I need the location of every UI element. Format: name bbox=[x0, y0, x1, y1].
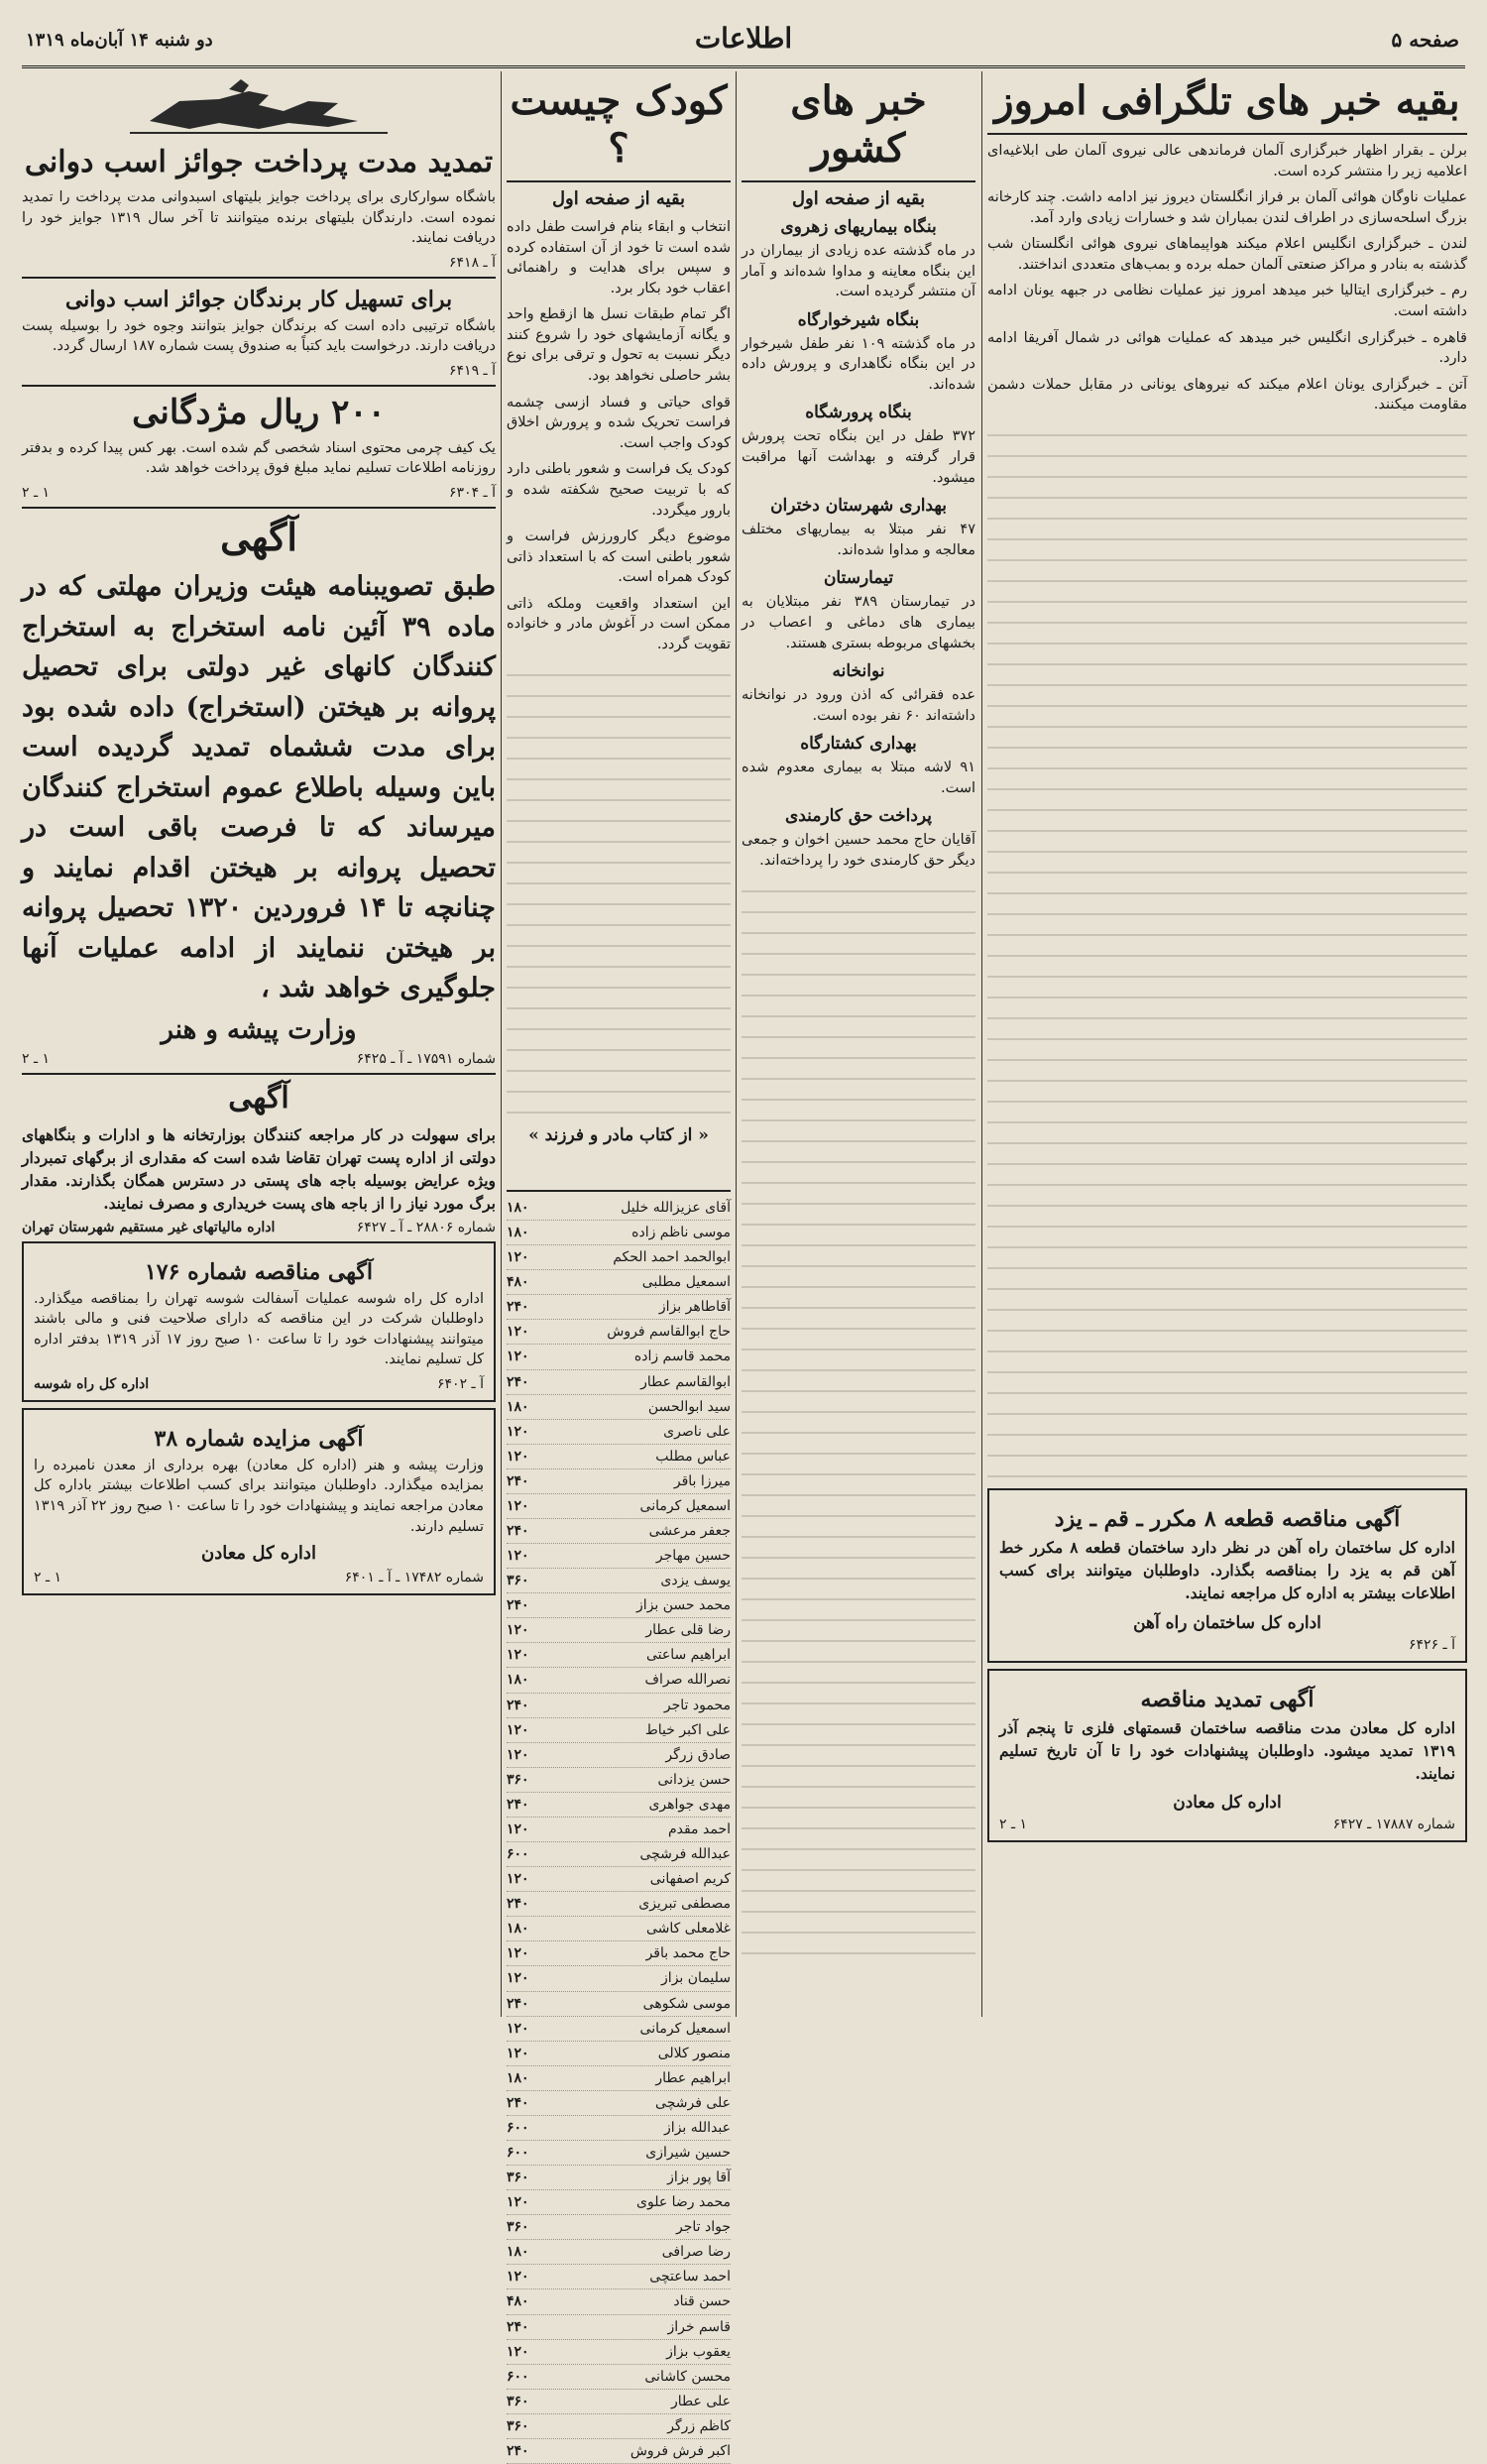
list-item-name: صادق زرگر bbox=[665, 1746, 731, 1763]
list-item bbox=[507, 1345, 731, 1369]
list-item-amount: ۴۸۰ bbox=[507, 2293, 529, 2310]
section-divider bbox=[22, 1073, 496, 1075]
list-item bbox=[507, 1643, 731, 1668]
continued-from-front: بقیه از صفحه اول bbox=[791, 188, 926, 209]
news-paragraph: آتن ـ خبرگزاری یونان اعلام میکند که نیروهای یونانی در مقابل حملات دشمن مقاومت میکنند. bbox=[987, 376, 1467, 413]
tender-176-ad bbox=[22, 1241, 496, 1402]
horse-race-illustration bbox=[110, 71, 407, 141]
stamp-paper-ad-body: برای سهولت در کار مراجعه کنندگان بوزارتخانه ها و ادارات و بنگاههای دولتی از اداره پست تهران تقاضا شده است که مقداری از برگهای تمبردار ویژه عرایض بوسیله باجه های پستی در دسترس همگان بگذارند. مقدار برگ مورد نیاز را از باجه های پست خریداری و مصرف نمایند. bbox=[22, 1124, 496, 1214]
list-item bbox=[507, 1519, 731, 1544]
list-item-amount: ۶۰۰ bbox=[507, 1846, 529, 1863]
list-item bbox=[507, 2066, 731, 2091]
issue-date: دو شنبه ۱۴ آبان‌ماه ۱۳۱۹ bbox=[26, 30, 213, 51]
list-item-name: ابوالحمد احمد الحکم bbox=[613, 1249, 731, 1266]
list-item bbox=[507, 1917, 731, 1941]
winners-facilitation-heading: برای تسهیل کار برندگان جوائز اسب دوانی bbox=[64, 286, 453, 312]
section-text: ۹۱ لاشه مبتلا به بیماری معدوم شده است. bbox=[742, 760, 975, 796]
stamp-paper-ad-ref: شماره ۲۸۸۰۶ ـ آ ـ ۶۴۲۷ bbox=[356, 1219, 496, 1235]
list-item-name: سلیمان بزاز bbox=[661, 1970, 731, 1987]
ads-column bbox=[22, 71, 496, 2021]
list-item-name: محمد رضا علوی bbox=[636, 2194, 731, 2211]
list-item-amount: ۱۸۰ bbox=[507, 2244, 529, 2261]
list-item-amount: ۱۸۰ bbox=[507, 1398, 529, 1415]
list-item-amount: ۲۴۰ bbox=[507, 2318, 529, 2335]
list-item-name: احمد ساعتچی bbox=[649, 2269, 731, 2286]
tender-ad-ref: آ ـ ۶۴۲۶ bbox=[1409, 1636, 1455, 1653]
list-item bbox=[507, 1445, 731, 1469]
section-text: عده فقرائی که اذن ورود در نوانخانه داشته‌اند ۶۰ نفر بوده است. bbox=[742, 687, 975, 724]
list-item-amount: ۱۲۰ bbox=[507, 2269, 529, 2286]
list-item bbox=[507, 2190, 731, 2215]
list-item bbox=[507, 1842, 731, 1867]
list-item-name: مصطفی تبریزی bbox=[638, 1896, 731, 1913]
winners-facilitation-text: باشگاه ترتیبی داده است که برندگان جوایز بتوانند وجوه خود را بوسیله پست دریافت دارند. درخواست باید کتباً به صندوق پست شماره ۱۸۷ ارسال گردد. bbox=[22, 317, 496, 355]
list-item-name: علی ناصری bbox=[663, 1423, 731, 1440]
list-item-name: جواد تاجر bbox=[675, 2219, 731, 2236]
list-item-amount: ۱۲۰ bbox=[507, 1647, 529, 1664]
list-item bbox=[507, 1370, 731, 1395]
list-item-name: آقا پور بزاز bbox=[667, 2170, 731, 2186]
list-item-amount: ۲۴۰ bbox=[507, 1896, 529, 1913]
paper-name: اطلاعات bbox=[694, 22, 793, 55]
list-item-name: جعفر مرعشی bbox=[648, 1523, 731, 1540]
list-item bbox=[507, 2365, 731, 2390]
continued-from-front: بقیه از صفحه اول bbox=[551, 188, 686, 209]
section-divider bbox=[22, 507, 496, 509]
telegraph-news-column bbox=[987, 71, 1467, 2021]
tender-extension-signature: اداره کل معادن bbox=[1173, 1793, 1282, 1814]
list-item-name: محمود تاجر bbox=[663, 1697, 731, 1713]
list-item-amount: ۳۶۰ bbox=[507, 2417, 529, 2434]
list-item bbox=[507, 1270, 731, 1295]
list-item-name: منصور کلالی bbox=[657, 2045, 731, 2061]
auction-38-ref-alt: ۱ ـ ۲ bbox=[34, 1570, 62, 1586]
list-item bbox=[507, 2116, 731, 2141]
list-item-amount: ۱۲۰ bbox=[507, 1249, 529, 1266]
list-item bbox=[507, 2240, 731, 2265]
list-item-amount: ۱۲۰ bbox=[507, 2045, 529, 2061]
list-item bbox=[507, 1768, 731, 1793]
section-heading: نوانخانه bbox=[832, 661, 885, 682]
news-paragraph: لندن ـ خبرگزاری انگلیس اعلام میکند هواپیماهای نیروی هوائی انگلستان شب گذشته به بنادر و مراکز صنعتی آلمان حمله برده و بمب‌های متعددی انداختند. bbox=[987, 236, 1467, 273]
list-item-name: عبدالله فرشچی bbox=[639, 1846, 731, 1863]
mining-ad-signature: وزارت پیشه و هنر bbox=[161, 1014, 357, 1045]
list-item bbox=[507, 2390, 731, 2414]
tender-extension-text: اداره کل معادن مدت مناقصه ساختمان قسمتهای فلزی تا پنجم آذر ۱۳۱۹ تمدید میشود. داوطلبان پیشنهادات خود را تا آن تاریخ تسلیم نمایند. bbox=[999, 1717, 1455, 1784]
section-text: آقایان حاج محمد حسین اخوان و جمعی دیگر حق کارمندی خود را پرداخته‌اند. bbox=[742, 832, 975, 869]
list-item-name: علی اکبر خیاط bbox=[644, 1721, 731, 1738]
list-item bbox=[507, 1892, 731, 1917]
list-item bbox=[507, 2439, 731, 2464]
list-item-name: حسن یزدانی bbox=[657, 1771, 731, 1788]
tender-extension-ad bbox=[987, 1669, 1467, 1843]
list-item-name: حاج ابوالقاسم فروش bbox=[607, 1324, 731, 1341]
column-divider bbox=[736, 71, 737, 2017]
list-item-amount: ۳۶۰ bbox=[507, 2219, 529, 2236]
list-item-amount: ۱۲۰ bbox=[507, 1324, 529, 1341]
tender-ad-title: آگهی مناقصه قطعه ۸ مکرر ـ قم ـ یزد bbox=[1054, 1505, 1401, 1532]
list-item bbox=[507, 1694, 731, 1718]
list-item-amount: ۱۲۰ bbox=[507, 1820, 529, 1837]
body-text-block bbox=[987, 421, 1467, 1482]
list-item-amount: ۳۶۰ bbox=[507, 1573, 529, 1589]
list-item-amount: ۲۴۰ bbox=[507, 2442, 529, 2459]
section-divider bbox=[507, 1190, 731, 1192]
reward-ref: آ ـ ۶۳۰۴ bbox=[449, 485, 496, 502]
list-item bbox=[507, 1992, 731, 2017]
reward-ref-alt: ۱ ـ ۲ bbox=[22, 485, 51, 502]
reward-heading: ۲۰۰ ریال مژدگانی bbox=[132, 392, 386, 432]
list-item-name: آقای عزیزالله خلیل bbox=[621, 1200, 731, 1216]
list-item bbox=[507, 1469, 731, 1494]
news-paragraph: قاهره ـ خبرگزاری انگلیس خبر میدهد که عملیات هوائی در شمال آفریقا ادامه دارد. bbox=[987, 329, 1467, 367]
section-heading: بهداری کشتارگاه bbox=[800, 734, 917, 755]
section-divider bbox=[22, 277, 496, 279]
list-item-amount: ۱۲۰ bbox=[507, 1871, 529, 1888]
list-item-name: محسن کاشانی bbox=[644, 2368, 731, 2385]
list-item-name: رضا صرافی bbox=[661, 2244, 731, 2261]
list-item-amount: ۱۸۰ bbox=[507, 1921, 529, 1937]
article-paragraph: کودک یک فراست و شعور باطنی دارد که با تربیت صحیح شکفته شده و بارور میگردد. bbox=[507, 461, 731, 519]
list-item-amount: ۲۴۰ bbox=[507, 1373, 529, 1390]
list-item-name: احمد مقدم bbox=[667, 1820, 731, 1837]
list-item-name: یعقوب بزاز bbox=[666, 2343, 731, 2360]
stamp-paper-ad-signature: اداره مالیاتهای غیر مستقیم شهرستان تهران bbox=[22, 1219, 276, 1235]
list-item bbox=[507, 2414, 731, 2439]
list-item-amount: ۱۸۰ bbox=[507, 1225, 529, 1241]
list-item-name: ابراهیم ساعتی bbox=[645, 1647, 731, 1664]
list-item-amount: ۳۶۰ bbox=[507, 2393, 529, 2409]
mining-ad-ref-alt: ۱ ـ ۲ bbox=[22, 1050, 51, 1067]
section-text: در ماه گذشته عده زیادی از بیماران در این بنگاه معاینه و مداوا شده‌اند و آمار آن منتشر گردیده است. bbox=[742, 243, 975, 300]
list-item-name: علی عطار bbox=[671, 2393, 731, 2409]
list-item-name: موسی ناظم زاده bbox=[631, 1225, 731, 1241]
auction-38-ref: شماره ۱۷۴۸۲ ـ آ ـ ۶۴۰۱ bbox=[344, 1570, 484, 1586]
list-item bbox=[507, 1718, 731, 1743]
list-item bbox=[507, 1196, 731, 1221]
list-item bbox=[507, 1295, 731, 1320]
list-item-name: غلامعلی کاشی bbox=[645, 1921, 731, 1937]
list-item-name: حسین شیرازی bbox=[645, 2144, 731, 2161]
list-item-name: محمد حسن بزاز bbox=[636, 1597, 731, 1614]
list-item bbox=[507, 2340, 731, 2365]
list-item-amount: ۱۸۰ bbox=[507, 1672, 529, 1689]
list-item-amount: ۱۲۰ bbox=[507, 1622, 529, 1639]
list-item-amount: ۲۴۰ bbox=[507, 2094, 529, 2111]
list-item-name: ابراهیم عطار bbox=[655, 2069, 731, 2086]
mining-ad-title: آگهی bbox=[220, 515, 297, 560]
list-item bbox=[507, 2166, 731, 2190]
news-paragraph: رم ـ خبرگزاری ایتالیا خبر میدهد امروز نیز عملیات نظامی در جبهه یونان ادامه داشته است. bbox=[987, 283, 1467, 320]
list-item-name: نصرالله صراف bbox=[644, 1672, 731, 1689]
list-item bbox=[507, 1668, 731, 1693]
tender-extension-title: آگهی تمدید مناقصه bbox=[1140, 1686, 1315, 1712]
auction-38-body: وزارت پیشه و هنر (اداره کل معادن) بهره برداری از معدن نامبرده را بمزایده میگذارد. داوطلبان میتوانند برای کسب اطلاعات بیشتر باداره کل معادن مراجعه نمایند و پیشنهادات خود را تا ساعت ۱۰ صبح روز ۲۲ آذر ۱۳۱۹ تسلیم دارند. bbox=[34, 1457, 484, 1535]
list-item bbox=[507, 1245, 731, 1270]
news-paragraph: برلن ـ بقرار اظهار خبرگزاری آلمان فرماندهی عالی نیروی آلمان طی ابلاغیه‌ای اعلامیه زیر را منتشر کرده است. bbox=[987, 143, 1467, 179]
list-item-amount: ۲۴۰ bbox=[507, 1995, 529, 2012]
section-heading: پرداخت حق کارمندی bbox=[784, 806, 933, 827]
list-item-amount: ۲۴۰ bbox=[507, 1796, 529, 1813]
list-item bbox=[507, 1793, 731, 1818]
list-item-amount: ۳۶۰ bbox=[507, 1771, 529, 1788]
section-heading: بهداری شهرستان دختران bbox=[770, 496, 947, 517]
list-item-name: حاج محمد باقر bbox=[645, 1945, 731, 1962]
section-text: در تیمارستان ۳۸۹ نفر مبتلایان به بیماری های دماغی و اعصاب در بخشهای مربوطه بستری هستند. bbox=[742, 594, 975, 651]
tender-176-body: اداره کل راه شوسه عملیات آسفالت شوسه تهران را بمناقصه میگذارد. داوطلبان شرکت در این مناقصه که دارای صلاحیت فنی و مالی باشند میتوانند پیشنهادات خود را تا ساعت ۱۰ صبح روز ۱۷ آذر ۱۳۱۹ بدفتر اداره کل تسلیم نمایند. bbox=[34, 1290, 484, 1368]
section-heading: بنگاه پرورشگاه bbox=[805, 403, 912, 423]
list-item-amount: ۱۲۰ bbox=[507, 2020, 529, 2037]
article-paragraph: قوای حیاتی و فساد ازسی چشمه فراست تحریک شده و پرورش اخلاق کودک واجب است. bbox=[507, 394, 731, 451]
section-heading: تیمارستان bbox=[823, 568, 894, 589]
list-item-amount: ۲۴۰ bbox=[507, 1472, 529, 1489]
list-item-name: رضا قلی عطار bbox=[645, 1622, 731, 1639]
tender-176-title: آگهی مناقصه شماره ۱۷۶ bbox=[144, 1258, 373, 1285]
tender-extension-ref: شماره ۱۷۸۸۷ ـ ۶۴۲۷ bbox=[1332, 1817, 1455, 1833]
list-item bbox=[507, 2091, 731, 2116]
list-item-name: اسمعیل کرمانی bbox=[639, 1497, 731, 1514]
list-item-name: عباس مطلب bbox=[655, 1448, 731, 1465]
list-item-amount: ۱۲۰ bbox=[507, 2194, 529, 2211]
child-article-column bbox=[507, 71, 731, 1188]
horse-race-prize-text: باشگاه سوارکاری برای پرداخت جوایز بلیتهای اسبدوانی مدت پرداخت را تمدید نموده است. دارندگان بلیتهای برنده میتوانند تا آخر سال ۱۳۱۹ جوایز خود را دریافت نمایند. bbox=[22, 189, 497, 247]
list-item-amount: ۱۲۰ bbox=[507, 1721, 529, 1738]
list-item-name: قاسم خراز bbox=[667, 2318, 731, 2335]
list-item-name: محمد قاسم زاده bbox=[633, 1349, 731, 1365]
list-item-amount: ۳۶۰ bbox=[507, 2170, 529, 2186]
article-paragraph: انتخاب و ابقاء بنام فراست طفل داده شده است تا خود از آن استفاده کرده و سپس برای هدایت و راهنمائی اعقاب خود بکار برد. bbox=[507, 219, 731, 296]
list-item-amount: ۶۰۰ bbox=[507, 2368, 529, 2385]
article-source: « از کتاب مادر و فرزند » bbox=[528, 1124, 709, 1145]
list-item-name: ابوالقاسم عطار bbox=[640, 1373, 731, 1390]
list-item-name: اکبر فرش فروش bbox=[629, 2442, 731, 2459]
list-item-name: علی فرشچی bbox=[655, 2094, 731, 2111]
list-item-amount: ۲۴۰ bbox=[507, 1697, 529, 1713]
list-item bbox=[507, 1743, 731, 1768]
list-item-amount: ۱۲۰ bbox=[507, 1423, 529, 1440]
list-item-name: سید ابوالحسن bbox=[647, 1398, 731, 1415]
masthead bbox=[22, 14, 1465, 68]
list-item-amount: ۱۸۰ bbox=[507, 1200, 529, 1216]
horse-race-prize-ref: آ ـ ۶۴۱۸ bbox=[449, 254, 496, 271]
list-item-amount: ۱۲۰ bbox=[507, 1497, 529, 1514]
list-item-name: یوسف یزدی bbox=[660, 1573, 731, 1589]
list-item-amount: ۱۲۰ bbox=[507, 1746, 529, 1763]
list-item-name: آقاطاهر بزاز bbox=[658, 1299, 731, 1316]
list-item-amount: ۲۴۰ bbox=[507, 1299, 529, 1316]
list-item-amount: ۲۴۰ bbox=[507, 1597, 529, 1614]
list-item-amount: ۱۲۰ bbox=[507, 1448, 529, 1465]
section-text: ۴۷ نفر مبتلا به بیماریهای مختلف معالجه و مداوا شده‌اند. bbox=[742, 522, 975, 558]
mining-ad-ref: شماره ۱۷۵۹۱ ـ آ ـ ۶۴۲۵ bbox=[356, 1050, 496, 1067]
list-item-amount: ۱۸۰ bbox=[507, 2069, 529, 2086]
list-item bbox=[507, 1569, 731, 1593]
list-item bbox=[507, 2141, 731, 2166]
section-heading: بنگاه بیماریهای زهروی bbox=[780, 217, 937, 237]
horse-race-prize-heading: تمدید مدت پرداخت جوائز اسب دوانی bbox=[24, 145, 494, 179]
list-item-name: مهدی جواهری bbox=[648, 1796, 731, 1813]
list-item bbox=[507, 1420, 731, 1445]
list-item-name: کریم اصفهانی bbox=[649, 1871, 731, 1888]
page-number: صفحه ۵ bbox=[1391, 28, 1459, 52]
list-item bbox=[507, 1221, 731, 1245]
stamp-paper-ad-title: آگهی bbox=[228, 1080, 289, 1115]
tender-ad-text: اداره کل ساختمان راه آهن در نظر دارد ساختمان قطعه ۸ مکرر خط آهن قم به یزد را بمناقصه بگذارد. داوطلبان میتوانند برای کسب اطلاعات بیشتر به اداره کل مراجعه نمایند. bbox=[999, 1537, 1455, 1603]
article-paragraph: اگر تمام طبقات نسل ها ازقطع واحد و یگانه آزمایشهای خود را شروع کنند دیگر نسبت به تحول و ترقی برای نوع بشر حاصلی نخواهد بود. bbox=[507, 306, 731, 385]
domestic-news-headline: خبر های کشور bbox=[742, 71, 975, 182]
article-paragraph: موضوع دیگر کارورزش فراست و شعور باطنی است که با استعداد ذاتی کودک همراه است. bbox=[507, 528, 731, 586]
list-item-amount: ۱۲۰ bbox=[507, 1945, 529, 1962]
body-text-block bbox=[742, 878, 975, 1968]
section-divider bbox=[22, 385, 496, 387]
list-item-amount: ۱۲۰ bbox=[507, 1970, 529, 1987]
article-paragraph: این استعداد واقعیت وملکه ذاتی ممکن است در آغوش مادر و خانواده تقویت گردد. bbox=[507, 595, 731, 652]
mining-ad-body: طبق تصویبنامه هیئت وزیران مهلتی که در ماده ۳۹ آئین نامه استخراج به استخراج کنندگان کانهای غیر دولتی برای تحصیل پروانه بر هیختن (استخراج) داده شده بود برای مدت ششماه تمدید گردیده است باین وسیله باطلاع عموم استخراج کنندگان میرساند که تا فرصت باقی است در تحصیل پروانه بر هیختن اقدام نمایند و چنانچه تا ۱۴ فروردین ۱۳۲۰ تحصیل پروانه بر هیختن ننمایند از ادامه عملیات آنها جلوگیری خواهد شد ، bbox=[22, 571, 496, 1004]
column-divider bbox=[981, 71, 982, 2017]
list-item bbox=[507, 1395, 731, 1420]
list-item-amount: ۱۲۰ bbox=[507, 1548, 529, 1565]
column-divider bbox=[501, 71, 502, 2017]
list-item-amount: ۱۲۰ bbox=[507, 2343, 529, 2360]
list-item bbox=[507, 1818, 731, 1842]
section-heading: بنگاه شیرخوارگاه bbox=[797, 309, 920, 330]
list-item-name: عبدالله بزاز bbox=[664, 2119, 731, 2136]
list-item-name: اسمعیل مطلبی bbox=[641, 1274, 731, 1291]
winners-facilitation-ref: آ ـ ۶۴۱۹ bbox=[449, 362, 496, 379]
list-item bbox=[507, 2215, 731, 2240]
auction-38-ad bbox=[22, 1408, 496, 1595]
list-item-name: حسن قناد bbox=[673, 2293, 731, 2310]
body-text-block bbox=[507, 661, 731, 1117]
child-article-headline: کودک چیست ؟ bbox=[507, 71, 731, 182]
news-paragraph: عملیات ناوگان هوائی آلمان بر فراز انگلستان دیروز نیز ادامه داشت. چند کارخانه بزرگ اسلحه‌سازی در اطراف لندن بمباران شد و خسارات زیادی وارد آمد. bbox=[987, 189, 1467, 226]
list-item bbox=[507, 2289, 731, 2314]
list-item-name: حسین مهاجر bbox=[655, 1548, 731, 1565]
tender-ad-signature: اداره کل ساختمان راه آهن bbox=[1133, 1612, 1321, 1633]
list-item bbox=[507, 1320, 731, 1345]
list-item bbox=[507, 1867, 731, 1892]
list-item-amount: ۴۸۰ bbox=[507, 1274, 529, 1291]
list-item-name: کاظم زرگر bbox=[667, 2417, 731, 2434]
telegraph-news-headline: بقیه خبر های تلگرافی امروز bbox=[987, 71, 1467, 135]
list-item-amount: ۲۴۰ bbox=[507, 1523, 529, 1540]
section-text: ۳۷۲ طفل در این بنگاه تحت پرورش قرار گرفته و بهداشت آنها مراقبت میشود. bbox=[742, 428, 975, 486]
tender-176-ref: آ ـ ۶۴۰۲ bbox=[437, 1375, 484, 1392]
list-item-name: موسی شکوهی bbox=[642, 1995, 731, 2012]
domestic-news-column bbox=[742, 71, 975, 2021]
auction-38-signature: اداره کل معادن bbox=[201, 1543, 316, 1565]
list-item bbox=[507, 1618, 731, 1643]
list-item bbox=[507, 1494, 731, 1519]
list-item-name: میرزا باقر bbox=[673, 1472, 731, 1489]
list-item bbox=[507, 2042, 731, 2066]
section-text: در ماه گذشته ۱۰۹ نفر طفل شیرخوار در این بنگاه نگاهداری و پرورش داده شده‌اند. bbox=[742, 335, 975, 393]
list-item-amount: ۶۰۰ bbox=[507, 2144, 529, 2161]
names-list bbox=[507, 1196, 731, 2459]
list-item-amount: ۱۲۰ bbox=[507, 1349, 529, 1365]
list-item bbox=[507, 1966, 731, 1991]
list-item bbox=[507, 1941, 731, 1966]
tender-176-signature: اداره کل راه شوسه bbox=[34, 1375, 150, 1392]
list-item bbox=[507, 2315, 731, 2340]
list-item bbox=[507, 2265, 731, 2289]
reward-text: یک کیف چرمی محتوی اسناد شخصی گم شده است. بهر کس پیدا کرده و بدفتر روزنامه اطلاعات تسلیم نماید مبلغ فوق پرداخت خواهد شد. bbox=[22, 439, 496, 477]
auction-38-title: آگهی مزایده شماره ۳۸ bbox=[154, 1425, 364, 1452]
list-item-name: اسمعیل کرمانی bbox=[639, 2020, 731, 2037]
list-item-amount: ۶۰۰ bbox=[507, 2119, 529, 2136]
list-item bbox=[507, 2017, 731, 2042]
list-item bbox=[507, 1544, 731, 1569]
tender-extension-ref-alt: ۱ ـ ۲ bbox=[999, 1817, 1028, 1833]
tender-ad-railway bbox=[987, 1488, 1467, 1663]
list-item bbox=[507, 1593, 731, 1618]
